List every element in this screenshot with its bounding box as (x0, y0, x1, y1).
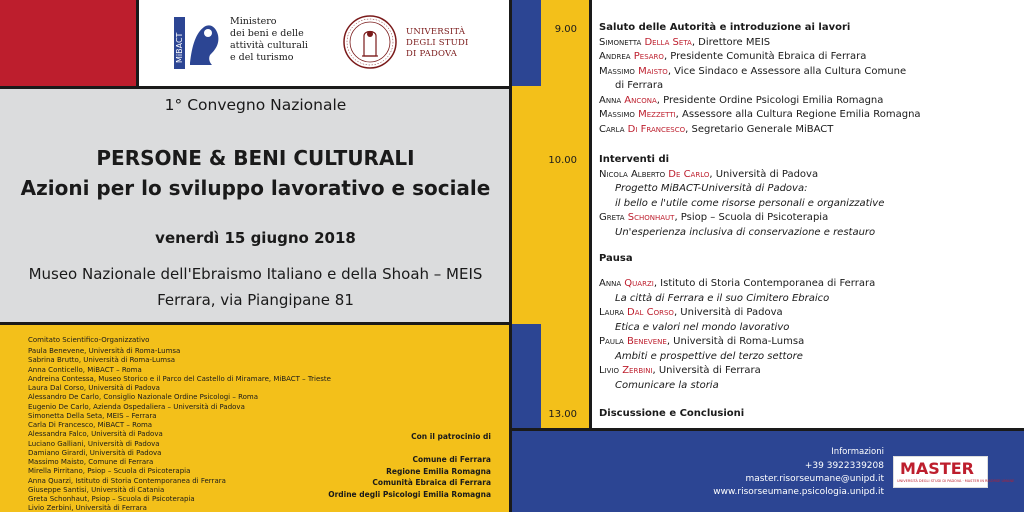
committee-member: Carla Di Francesco, MiBACT – Roma (28, 421, 153, 429)
mibact-line: Ministero (230, 16, 277, 27)
time-label: 9.00 (554, 24, 577, 35)
patron-entity: Ordine degli Psicologi Emilia Romagna (328, 489, 491, 499)
committee-member: Mirella Pirritano, Psiop – Scuola di Psicoterapia (28, 467, 191, 476)
speaker: Massimo Mezzetti, Assessore alla Cultura Regione Emilia Romagna (599, 109, 921, 120)
talk-title: La città di Ferrara e il suo Cimitero Ebraico (615, 292, 830, 304)
committee-member: Massimo Maisto, Comune di Ferrara (28, 458, 154, 466)
speaker-role-continued: di Ferrara (615, 80, 664, 91)
committee-member: Anna Conticello, MiBACT – Roma (28, 365, 142, 374)
talk-title: il bello e l'utile come risorse personali e organizzative (615, 197, 885, 209)
speaker: Anna Ancona, Presidente Ordine Psicologi Emilia Romagna (599, 94, 884, 106)
patron-entity: Regione Emilia Romagna (386, 466, 491, 476)
event-subtitle: Azioni per lo sviluppo lavorativo e sociale (20, 176, 491, 200)
mibact-line: e del turismo (230, 52, 294, 63)
event-address: Ferrara, via Piangipane 81 (157, 291, 354, 309)
committee-member: Livio Zerbini, Università di Ferrara (28, 504, 147, 513)
pausa-label: Pausa (599, 253, 633, 264)
master-logo-text: MASTER (900, 459, 974, 478)
talk-title: Comunicare la storia (615, 379, 719, 391)
mibact-vertical-text: MiBACT (175, 32, 184, 63)
time-label: 10.00 (548, 155, 577, 166)
mibact-line: dei beni e delle (230, 28, 304, 39)
committee-member: Alessandro De Carlo, Consiglio Nazionale Ordine Psicologi – Roma (28, 393, 259, 402)
master-logo-subtext: UNIVERSITÀ DEGLI STUDI DI PADOVA · MASTER IN RISORSE UMANE (897, 479, 1015, 483)
committee-member: Luciano Galliani, Università di Padova (28, 439, 160, 448)
talk-title: Un'esperienza inclusiva di conservazione e restauro (615, 226, 876, 238)
info-phone[interactable]: +39 3922339208 (804, 461, 884, 471)
session-closing (599, 407, 744, 422)
speaker: Anna Quarzi, Istituto di Storia Contemporanea di Ferrara (599, 278, 876, 289)
talk-title: Etica e valori nel mondo lavorativo (615, 321, 790, 333)
speaker-list (599, 36, 921, 138)
session-heading: Discussione e Conclusioni (599, 408, 745, 419)
master-logo (893, 456, 1015, 488)
session-talks (599, 153, 884, 240)
committee-member: Anna Quarzi, Istituto di Storia Contemporanea di Ferrara (28, 476, 226, 485)
speaker: Nicola Alberto De Carlo, Università di Padova (599, 168, 819, 180)
speaker: Livio Zerbini, Università di Ferrara (599, 365, 761, 376)
speaker: Laura Dal Corso, Università di Padova (599, 307, 783, 318)
university-line: DI PADOVA (406, 49, 458, 59)
committee-member: Greta Schonhaut, Psiop – Scuola di Psicoterapia (28, 495, 195, 503)
speaker: Simonetta Della Seta, Direttore MEIS (599, 36, 771, 48)
committee-member: Giuseppe Santisi, Università di Catania (28, 485, 165, 494)
committee-member: Damiano Girardi, Università di Padova (28, 448, 162, 457)
speaker: Paula Benevene, Università di Roma-Lumsa (599, 336, 805, 347)
committee-member: Andreina Contessa, Museo Storico e il Parco del Castello di Miramare, MiBACT – Trieste (28, 374, 331, 383)
event-title: PERSONE & BENI CULTURALI (96, 146, 415, 170)
university-line: UNIVERSITÀ (406, 27, 466, 37)
patron-entity: Comune di Ferrara (412, 455, 491, 464)
grid-line (511, 428, 1024, 431)
yellow-strip (511, 86, 541, 324)
session-heading: Interventi di (599, 154, 670, 165)
committee-member: Simonetta Della Seta, MEIS – Ferrara (28, 411, 157, 420)
patronage-list (328, 454, 491, 500)
info-email[interactable]: master.risorseumane@unipd.it (745, 474, 884, 484)
speaker: Greta Schonhaut, Psiop – Scuola di Psicoterapia (599, 212, 829, 223)
convegno-label: 1° Convegno Nazionale (164, 96, 347, 114)
blue-block-mid (511, 324, 541, 430)
talk-title: Progetto MiBACT-Università di Padova: (615, 183, 808, 194)
time-label: 13.00 (548, 409, 577, 420)
patronage-section (0, 0, 513, 512)
session-opening (599, 21, 921, 137)
speaker: Massimo Maisto, Vice Sindaco e Assessore alla Cultura Comune (599, 65, 907, 77)
event-venue: Museo Nazionale dell'Ebraismo Italiano e della Shoah – MEIS (28, 265, 483, 283)
patronage-heading: Con il patrocinio di (411, 432, 491, 441)
committee-member: Alessandra Falco, Università di Padova (28, 430, 163, 439)
mibact-line: attività culturali (230, 40, 308, 51)
event-date: venerdì 15 giugno 2018 (155, 229, 356, 247)
time-column (541, 0, 591, 430)
session-break (599, 252, 633, 267)
committee-member: Laura Dal Corso, Università di Padova (28, 384, 160, 392)
patron-entity: Comunità Ebraica di Ferrara (372, 478, 491, 488)
speaker: Carla Di Francesco, Segretario Generale MiBACT (599, 123, 834, 135)
info-heading: Informazioni (831, 447, 884, 457)
committee-heading: Comitato Scientifico-Organizzativo (28, 336, 150, 344)
committee-member: Sabrina Brutto, Università di Roma-Lumsa (28, 356, 176, 365)
committee-member: Paula Benevene, Università di Roma-Lumsa (28, 347, 181, 355)
speaker: Andrea Pesaro, Presidente Comunità Ebraica di Ferrara (599, 51, 867, 62)
blue-block-top (511, 0, 541, 86)
talk-title: Ambiti e prospettive del terzo settore (615, 350, 803, 362)
session-heading: Saluto delle Autorità e introduzione ai lavori (599, 22, 851, 33)
speaker-list (599, 277, 875, 393)
info-website[interactable]: www.risorseumane.psicologia.unipd.it (713, 487, 884, 497)
grid-line (589, 0, 592, 430)
committee-member: Eugenio De Carlo, Azienda Ospedaliera – Università di Padova (28, 402, 245, 411)
session-afternoon (599, 277, 875, 393)
university-line: DEGLI STUDI (406, 38, 469, 48)
